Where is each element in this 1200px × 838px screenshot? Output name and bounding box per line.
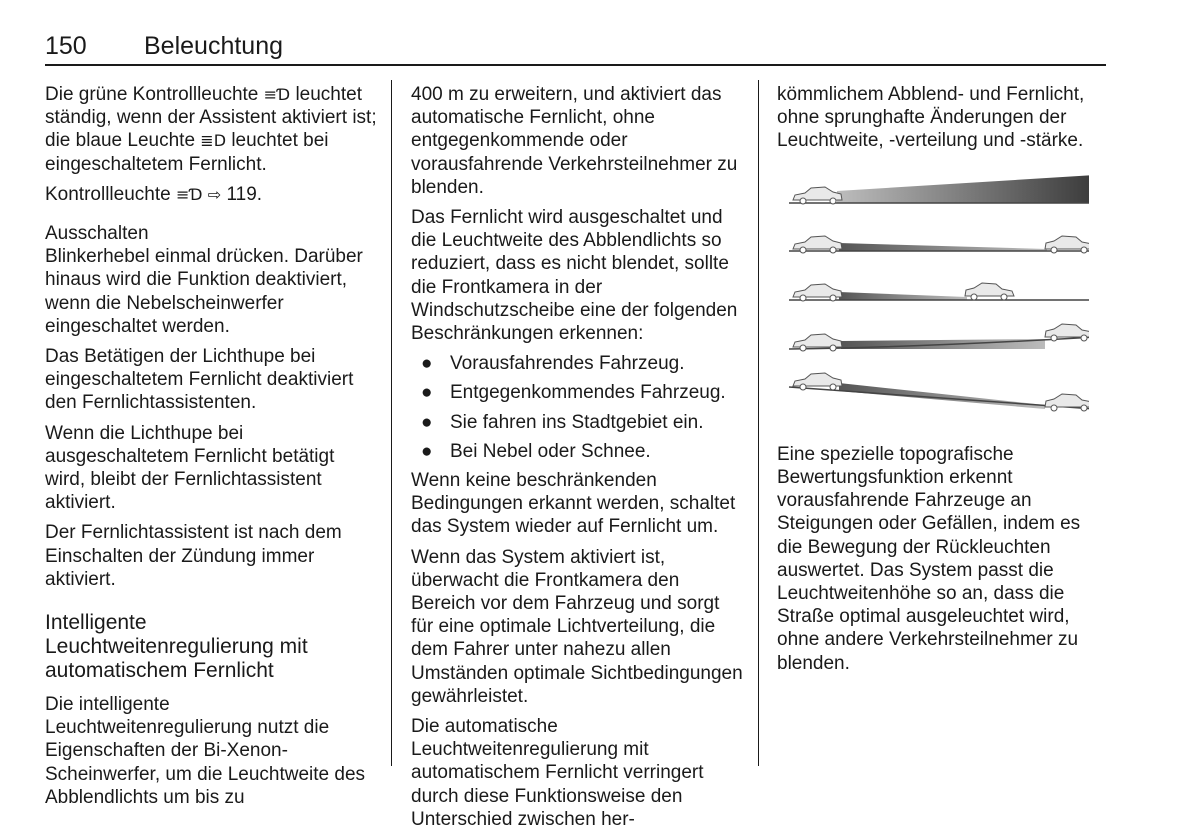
column-2	[411, 83, 745, 838]
paragraph: Das Fernlicht wird ausgeschaltet und die Leuchtweite des Abblendlichts so reduziert, dass es nicht blendet, sollte die Frontkamera in der Windschutzscheibe eine der folgenden Beschränkungen erkennen:	[411, 207, 738, 345]
bullet-icon: ●	[421, 440, 433, 462]
list-item: ● Vorausfahrendes Fahrzeug.	[421, 353, 685, 375]
list-item: ● Sie fahren ins Stadtgebiet ein.	[421, 411, 704, 433]
paragraph: kömmlichem Abblend- und Fernlicht, ohne sprunghafte Änderungen der Leuchtweite, -verteilung und -stärke.	[777, 84, 1085, 152]
header-rule	[45, 64, 1106, 66]
high-beam-icon: ≣D	[200, 131, 227, 151]
scenario-oncoming	[789, 236, 1089, 253]
headlight-range-illustration	[777, 169, 1107, 425]
section-title: Beleuchtung	[144, 32, 284, 60]
paragraph: Wenn keine beschränkenden Bedingungen erkannt werden, schaltet das System wieder auf Fernlicht um.	[411, 470, 736, 538]
paragraph: Kontrollleuchte ≡Ɗ ⇨ 119.	[45, 183, 263, 205]
paragraph: Eine spezielle topografische Bewertungsfunktion erkennt vorausfahrende Fahrzeuge an Steigungen oder Gefällen, indem es die Bewegung der Rückleuchten auswertet. Das System passt die Leuchtweitenhöhe so an, dass die Straße optimal ausgeleuchtet wird, ohne andere Verkehrsteilnehmer zu blenden.	[777, 443, 1081, 674]
restriction-list	[411, 352, 745, 463]
column-divider	[758, 80, 759, 766]
assist-lamp-icon: ≡Ɗ	[175, 184, 203, 204]
list-item: ● Entgegenkommendes Fahrzeug.	[421, 382, 726, 404]
subheading-ausschalten: Ausschalten	[45, 223, 149, 245]
paragraph: Das Betätigen der Lichthupe bei eingeschaltetem Fernlicht deaktiviert den Fernlichtassistenten.	[45, 346, 354, 414]
scenario-downhill	[789, 373, 1089, 411]
scenario-high-beam	[789, 175, 1089, 204]
page-reference-arrow-icon: ⇨	[207, 184, 222, 204]
paragraph: Der Fernlichtassistent ist nach dem Einschalten der Zündung immer aktiviert.	[45, 522, 342, 590]
beam-diagram	[777, 169, 1089, 419]
scenario-preceding	[789, 283, 1089, 301]
paragraph: Die automatische Leuchtweitenregulierung mit automatischem Fernlicht verringert durch diese Funktionsweise den Unterschied zwischen her-	[411, 716, 704, 830]
column-divider	[391, 80, 392, 766]
bullet-icon: ●	[421, 411, 433, 433]
heading-intelligent-leveling: Intelligente Leuchtweitenregulierung mit automatischem Fernlicht	[45, 611, 308, 683]
list-item: ● Bei Nebel oder Schnee.	[421, 440, 651, 462]
column-1	[45, 83, 378, 816]
scenario-uphill	[789, 324, 1089, 351]
paragraph: Die intelligente Leuchtweitenregulierung nutzt die Eigenschaften der Bi-Xenon-Scheinwerfer, um die Leuchtweite des Abblendlichts um bis zu	[45, 694, 366, 808]
paragraph: Blinkerhebel einmal drücken. Darüber hinaus wird die Funktion deaktiviert, wenn die Nebelscheinwerfer eingeschaltet werden.	[45, 246, 363, 337]
bullet-icon: ●	[421, 382, 433, 404]
bullet-icon: ●	[421, 353, 433, 375]
paragraph: Wenn das System aktiviert ist, überwacht die Frontkamera den Bereich vor dem Fahrzeug und sorgt für eine optimale Lichtverteilung, die dem Fahrer unter nahezu allen Umständen optimale Sichtbedingungen gewährleistet.	[411, 546, 743, 707]
assist-lamp-icon: ≡Ɗ	[263, 85, 291, 104]
page-number: 150	[45, 32, 87, 60]
page-reference-link[interactable]: 119.	[226, 183, 263, 205]
paragraph: 400 m zu erweitern, und aktiviert das automatische Fernlicht, ohne entgegenkommende oder vorausfahrende Verkehrsteilnehmer zu blenden.	[411, 84, 738, 198]
paragraph: Wenn die Lichthupe bei ausgeschaltetem Fernlicht betätigt wird, bleibt der Fernlichtassistent aktiviert.	[45, 422, 335, 514]
column-3	[777, 83, 1107, 682]
paragraph: Die grüne Kontrollleuchte ≡Ɗ leuchtet ständig, wenn der Assistent aktiviert ist; die blaue Leuchte ≣D leuchtet bei eingeschaltetem Fernlicht.	[45, 84, 377, 175]
page-header	[45, 32, 1105, 66]
